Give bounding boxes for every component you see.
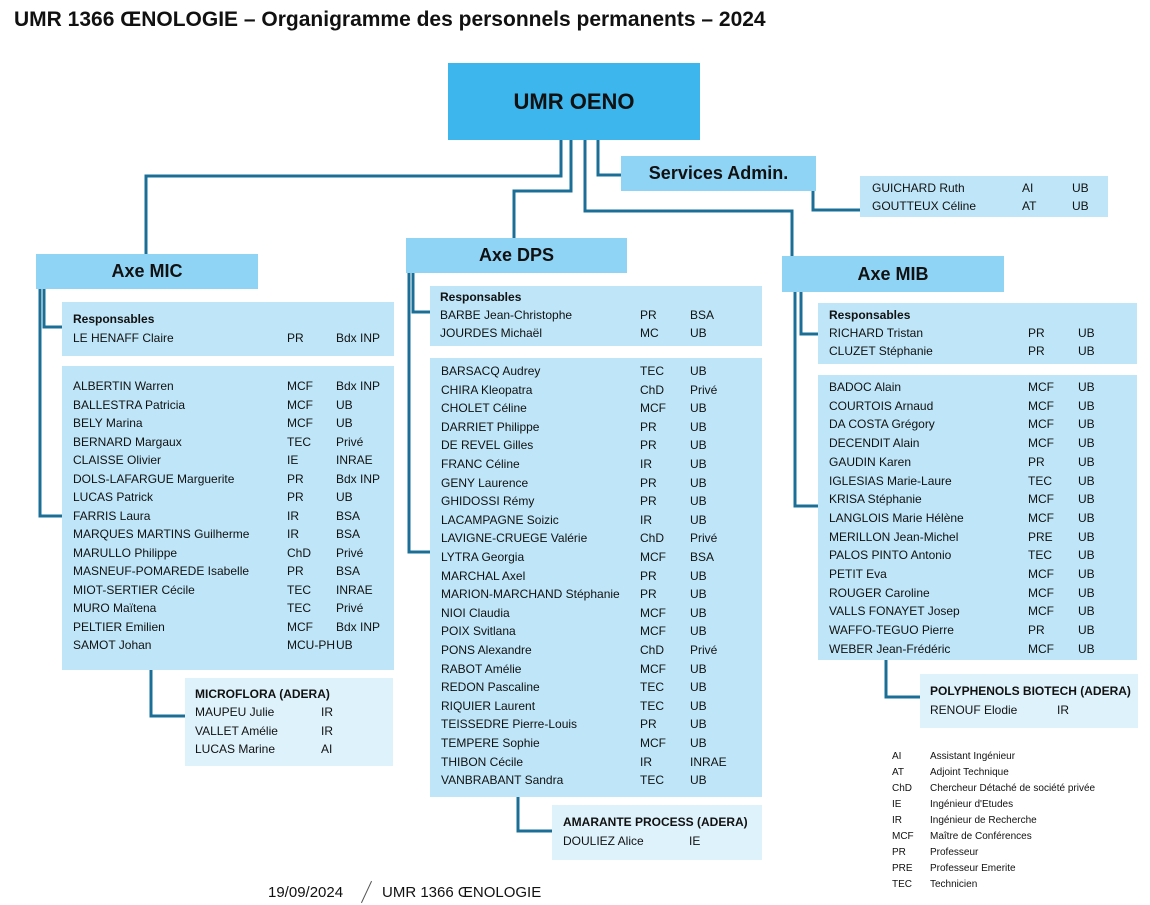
staff-employer: BSA bbox=[336, 527, 361, 541]
staff-grade: MCF bbox=[1028, 398, 1054, 413]
responsables-header: Responsables bbox=[829, 308, 911, 322]
staff-grade: MCF bbox=[1028, 492, 1054, 507]
staff-name: MERILLON Jean-Michel bbox=[829, 529, 959, 544]
dps-responsables-box bbox=[430, 286, 762, 346]
staff-name: PETIT Eva bbox=[829, 567, 887, 581]
staff-grade: MCF bbox=[1028, 604, 1054, 619]
legend-abbr: PRE bbox=[892, 863, 913, 874]
staff-name: BELY Marina bbox=[73, 416, 143, 430]
staff-grade: IR bbox=[287, 508, 299, 523]
staff-employer: UB bbox=[1078, 344, 1095, 358]
staff-grade: IR bbox=[1057, 703, 1069, 717]
staff-grade: ChD bbox=[640, 643, 665, 657]
staff-name: BALLESTRA Patricia bbox=[73, 397, 186, 412]
staff-grade: IR bbox=[640, 457, 652, 471]
staff-name: POIX Svitlana bbox=[441, 624, 516, 639]
staff-name: FRANC Céline bbox=[441, 457, 520, 471]
staff-name: ALBERTIN Warren bbox=[73, 379, 174, 393]
staff-name: PALOS PINTO Antonio bbox=[829, 548, 952, 563]
connector-mic-lab bbox=[151, 670, 185, 716]
staff-employer: Bdx INP bbox=[336, 379, 381, 393]
axis-mic-node: Axe MIC bbox=[36, 254, 258, 289]
staff-grade: MCF bbox=[640, 736, 666, 750]
connector-root-mic bbox=[146, 140, 561, 254]
staff-grade: PR bbox=[287, 331, 304, 345]
staff-name: CHIRA Kleopatra bbox=[441, 382, 533, 397]
staff-grade: IR bbox=[321, 723, 333, 738]
staff-grade: IR bbox=[287, 527, 299, 541]
staff-grade: PR bbox=[640, 438, 657, 453]
staff-name: MAUPEU Julie bbox=[195, 705, 275, 719]
dps-lab-box bbox=[552, 805, 762, 860]
responsables-header: Responsables bbox=[440, 290, 522, 304]
staff-grade: MCU-PH bbox=[287, 638, 335, 652]
staff-grade: PR bbox=[640, 419, 657, 434]
staff-name: LUCAS Patrick bbox=[73, 490, 154, 504]
staff-employer: UB bbox=[690, 773, 707, 788]
staff-employer: UB bbox=[1078, 326, 1095, 340]
staff-name: RENOUF Elodie bbox=[930, 703, 1018, 717]
staff-name: COURTOIS Arnaud bbox=[829, 398, 934, 413]
staff-name: CLAISSE Olivier bbox=[73, 453, 162, 467]
staff-grade: PR bbox=[1028, 344, 1045, 358]
staff-grade: AI bbox=[1022, 181, 1034, 195]
legend-label: Maître de Conférences bbox=[930, 831, 1032, 842]
staff-grade: MCF bbox=[1028, 380, 1054, 394]
staff-name: DECENDIT Alain bbox=[829, 436, 920, 451]
staff-employer: INRAE bbox=[336, 453, 373, 467]
staff-grade: IR bbox=[321, 705, 333, 719]
connector-mib-members bbox=[795, 292, 818, 506]
services-admin-node: Services Admin. bbox=[621, 156, 816, 191]
staff-name: MARULLO Philippe bbox=[73, 545, 178, 560]
staff-name: REDON Pascaline bbox=[441, 680, 540, 695]
staff-grade: PR bbox=[287, 490, 304, 504]
staff-grade: MCF bbox=[640, 605, 666, 620]
footer-unit: UMR 1366 ŒNOLOGIE bbox=[382, 884, 542, 901]
legend-abbr: MCF bbox=[892, 831, 914, 842]
staff-name: DE REVEL Gilles bbox=[441, 438, 534, 453]
staff-name: VALLS FONAYET Josep bbox=[829, 604, 960, 619]
staff-grade: PR bbox=[640, 587, 657, 602]
staff-employer: UB bbox=[1078, 473, 1095, 488]
staff-name: PONS Alexandre bbox=[441, 643, 532, 657]
staff-grade: PR bbox=[640, 568, 657, 583]
staff-grade: IE bbox=[689, 834, 701, 848]
staff-employer: UB bbox=[336, 638, 353, 652]
legend-abbr: AT bbox=[892, 767, 905, 778]
staff-grade: MCF bbox=[287, 379, 313, 393]
connector-root-services bbox=[598, 140, 621, 175]
staff-name: GENY Laurence bbox=[441, 475, 529, 490]
staff-employer: UB bbox=[336, 490, 353, 504]
staff-grade: MCF bbox=[1028, 436, 1054, 451]
staff-employer: UB bbox=[1078, 623, 1095, 638]
staff-employer: UB bbox=[690, 457, 707, 471]
staff-employer: UB bbox=[690, 475, 707, 490]
mic-responsables-box bbox=[62, 302, 394, 356]
staff-grade: IE bbox=[287, 453, 299, 467]
mic-members-box bbox=[62, 366, 394, 670]
staff-employer: UB bbox=[690, 512, 707, 527]
staff-employer: UB bbox=[690, 661, 707, 676]
staff-grade: MC bbox=[640, 326, 659, 340]
staff-grade: PR bbox=[1028, 454, 1045, 469]
staff-employer: INRAE bbox=[690, 754, 727, 769]
dps-members-box bbox=[430, 358, 762, 797]
staff-grade: PR bbox=[640, 717, 657, 732]
staff-employer: UB bbox=[1078, 398, 1095, 413]
legend bbox=[892, 749, 1132, 897]
page-title: UMR 1366 ŒNOLOGIE – Organigramme des personnels permanents – 2024 bbox=[14, 8, 766, 31]
staff-name: LANGLOIS Marie Hélène bbox=[829, 510, 964, 525]
connector-dps-resp bbox=[413, 273, 430, 312]
mib-lab-box bbox=[920, 674, 1138, 728]
legend-label: Technicien bbox=[930, 879, 978, 890]
lab-header: MICROFLORA (ADERA) bbox=[195, 687, 330, 701]
staff-grade: MCF bbox=[1028, 641, 1054, 656]
staff-name: GHIDOSSI Rémy bbox=[441, 494, 535, 509]
staff-employer: UB bbox=[690, 717, 707, 732]
staff-name: LUCAS Marine bbox=[195, 742, 276, 756]
staff-grade: TEC bbox=[287, 434, 311, 449]
staff-employer: UB bbox=[1078, 548, 1095, 563]
lab-header: AMARANTE PROCESS (ADERA) bbox=[563, 815, 748, 829]
staff-name: GUICHARD Ruth bbox=[872, 181, 965, 195]
staff-name: GOUTTEUX Céline bbox=[872, 199, 977, 213]
connector-dps-members bbox=[409, 273, 430, 552]
staff-employer: BSA bbox=[690, 550, 715, 564]
root-node: UMR OENO bbox=[448, 63, 700, 140]
staff-employer: UB bbox=[1078, 585, 1095, 600]
staff-employer: UB bbox=[1078, 567, 1095, 581]
staff-name: LYTRA Georgia bbox=[441, 550, 525, 564]
staff-name: LAVIGNE-CRUEGE Valérie bbox=[441, 531, 588, 546]
staff-name: DA COSTA Grégory bbox=[829, 417, 935, 432]
legend-label: Ingénieur de Recherche bbox=[930, 815, 1037, 826]
staff-employer: UB bbox=[1078, 380, 1095, 394]
staff-grade: PR bbox=[640, 308, 657, 322]
staff-name: GAUDIN Karen bbox=[829, 454, 912, 469]
staff-grade: MCF bbox=[640, 661, 666, 676]
staff-name: RABOT Amélie bbox=[441, 661, 522, 676]
staff-grade: PR bbox=[640, 494, 657, 509]
staff-employer: Bdx INP bbox=[336, 471, 381, 486]
staff-grade: ChD bbox=[640, 382, 665, 397]
legend-abbr: PR bbox=[892, 847, 906, 858]
staff-grade: MCF bbox=[640, 624, 666, 639]
staff-employer: UB bbox=[690, 587, 707, 602]
staff-grade: TEC bbox=[1028, 473, 1052, 488]
staff-name: NIOI Claudia bbox=[441, 605, 510, 620]
staff-employer: Privé bbox=[690, 382, 718, 397]
axis-dps-node: Axe DPS bbox=[406, 238, 627, 273]
staff-employer: UB bbox=[336, 397, 353, 412]
staff-grade: MCF bbox=[1028, 585, 1054, 600]
staff-employer: UB bbox=[1072, 181, 1089, 195]
staff-employer: UB bbox=[690, 419, 707, 434]
staff-name: BADOC Alain bbox=[829, 380, 902, 394]
staff-employer: UB bbox=[690, 326, 707, 340]
staff-employer: UB bbox=[1078, 641, 1095, 656]
staff-grade: TEC bbox=[1028, 548, 1052, 563]
staff-employer: UB bbox=[690, 624, 707, 639]
staff-name: THIBON Cécile bbox=[441, 754, 524, 769]
staff-grade: MCF bbox=[640, 401, 666, 416]
staff-employer: INRAE bbox=[336, 582, 373, 597]
staff-grade: PR bbox=[1028, 326, 1045, 340]
staff-employer: UB bbox=[690, 698, 707, 713]
staff-name: WEBER Jean-Frédéric bbox=[829, 641, 951, 656]
staff-name: JOURDES Michaël bbox=[440, 326, 543, 340]
legend-label: Ingénieur d'Etudes bbox=[930, 799, 1014, 810]
staff-grade: ChD bbox=[640, 531, 665, 546]
staff-name: TEISSEDRE Pierre-Louis bbox=[441, 717, 578, 732]
connector-mib-lab bbox=[886, 660, 920, 697]
staff-grade: TEC bbox=[640, 698, 664, 713]
staff-employer: UB bbox=[1072, 199, 1089, 213]
staff-name: KRISA Stéphanie bbox=[829, 492, 922, 507]
staff-name: ROUGER Caroline bbox=[829, 585, 930, 600]
staff-grade: PR bbox=[287, 564, 304, 578]
staff-grade: MCF bbox=[640, 550, 666, 564]
staff-grade: IR bbox=[640, 754, 652, 769]
responsables-header: Responsables bbox=[73, 312, 155, 326]
staff-name: CHOLET Céline bbox=[441, 401, 527, 416]
staff-grade: TEC bbox=[287, 582, 311, 597]
staff-employer: UB bbox=[1078, 417, 1095, 432]
staff-grade: TEC bbox=[640, 773, 664, 788]
staff-grade: AI bbox=[321, 742, 333, 756]
legend-label: Adjoint Technique bbox=[930, 767, 1009, 778]
staff-employer: Bdx INP bbox=[336, 619, 381, 634]
staff-employer: BSA bbox=[336, 564, 361, 578]
mib-members-box bbox=[818, 375, 1137, 660]
staff-grade: TEC bbox=[287, 601, 311, 615]
staff-name: LACAMPAGNE Soizic bbox=[441, 512, 559, 527]
staff-employer: UB bbox=[336, 416, 353, 430]
staff-name: DOLS-LAFARGUE Marguerite bbox=[73, 471, 235, 486]
staff-grade: PRE bbox=[1028, 529, 1053, 544]
staff-employer: BSA bbox=[336, 508, 361, 523]
connector-services-staff bbox=[813, 191, 860, 210]
staff-name: WAFFO-TEGUO Pierre bbox=[829, 623, 954, 638]
staff-grade: MCF bbox=[287, 397, 313, 412]
axis-mib-node: Axe MIB bbox=[782, 256, 1004, 292]
staff-grade: TEC bbox=[640, 680, 664, 695]
staff-grade: IR bbox=[640, 512, 652, 527]
staff-name: BERNARD Margaux bbox=[73, 434, 182, 449]
lab-header: POLYPHENOLS BIOTECH (ADERA) bbox=[930, 684, 1131, 698]
staff-employer: UB bbox=[690, 680, 707, 695]
staff-name: PELTIER Emilien bbox=[73, 619, 165, 634]
staff-name: DOULIEZ Alice bbox=[563, 834, 644, 848]
staff-grade: PR bbox=[640, 475, 657, 490]
staff-employer: UB bbox=[690, 736, 707, 750]
connector-mic-resp bbox=[44, 289, 62, 327]
staff-employer: UB bbox=[690, 605, 707, 620]
staff-name: BARSACQ Audrey bbox=[441, 364, 541, 378]
legend-abbr: IE bbox=[892, 799, 902, 810]
footer-date: 19/09/2024 bbox=[268, 884, 344, 901]
staff-employer: UB bbox=[690, 494, 707, 509]
staff-name: CLUZET Stéphanie bbox=[829, 344, 933, 358]
staff-name: RIQUIER Laurent bbox=[441, 698, 536, 713]
staff-grade: MCF bbox=[287, 416, 313, 430]
staff-grade: MCF bbox=[287, 619, 313, 634]
staff-name: DARRIET Philippe bbox=[441, 419, 540, 434]
staff-employer: UB bbox=[1078, 529, 1095, 544]
staff-employer: UB bbox=[1078, 436, 1095, 451]
legend-abbr: ChD bbox=[892, 783, 913, 794]
staff-employer: Privé bbox=[336, 545, 364, 560]
staff-grade: ChD bbox=[287, 545, 312, 560]
staff-name: IGLESIAS Marie-Laure bbox=[829, 473, 952, 488]
staff-name: VANBRABANT Sandra bbox=[441, 773, 564, 788]
staff-employer: UB bbox=[690, 568, 707, 583]
staff-employer: UB bbox=[1078, 510, 1095, 525]
services-admin-staff-box bbox=[860, 176, 1108, 217]
staff-grade: PR bbox=[287, 471, 304, 486]
legend-abbr: IR bbox=[892, 815, 902, 826]
staff-grade: MCF bbox=[1028, 510, 1054, 525]
staff-name: MARCHAL Axel bbox=[441, 568, 526, 583]
mib-responsables-box bbox=[818, 303, 1137, 364]
staff-name: SAMOT Johan bbox=[73, 638, 152, 652]
staff-grade: MCF bbox=[1028, 417, 1054, 432]
legend-label: Chercheur Détaché de société privée bbox=[930, 783, 1096, 794]
staff-grade: MCF bbox=[1028, 567, 1054, 581]
staff-employer: Privé bbox=[336, 434, 364, 449]
connector-mib-resp bbox=[801, 292, 818, 334]
mic-lab-box bbox=[185, 678, 393, 766]
legend-label: Professeur Emerite bbox=[930, 863, 1016, 874]
staff-name: BARBE Jean-Christophe bbox=[440, 308, 573, 322]
connector-dps-lab bbox=[518, 797, 552, 831]
staff-employer: UB bbox=[690, 438, 707, 453]
staff-employer: UB bbox=[1078, 454, 1095, 469]
staff-employer: Privé bbox=[690, 531, 718, 546]
staff-name: TEMPERE Sophie bbox=[441, 736, 540, 750]
staff-name: MARION-MARCHAND Stéphanie bbox=[441, 587, 620, 602]
staff-name: RICHARD Tristan bbox=[829, 326, 924, 340]
staff-name: FARRIS Laura bbox=[73, 508, 151, 523]
staff-name: MASNEUF-POMAREDE Isabelle bbox=[73, 564, 250, 578]
staff-employer: UB bbox=[1078, 604, 1095, 619]
staff-name: MIOT-SERTIER Cécile bbox=[73, 582, 195, 597]
staff-name: MARQUES MARTINS Guilherme bbox=[73, 527, 250, 541]
staff-employer: UB bbox=[690, 364, 707, 378]
legend-abbr: AI bbox=[892, 751, 902, 762]
staff-employer: Bdx INP bbox=[336, 331, 381, 345]
legend-label: Professeur bbox=[930, 847, 979, 858]
staff-grade: TEC bbox=[640, 364, 664, 378]
staff-employer: Privé bbox=[336, 601, 364, 615]
staff-grade: PR bbox=[1028, 623, 1045, 638]
staff-grade: AT bbox=[1022, 199, 1037, 213]
staff-employer: UB bbox=[1078, 492, 1095, 507]
legend-abbr: TEC bbox=[892, 879, 912, 890]
staff-employer: BSA bbox=[690, 308, 715, 322]
staff-name: MURO Maïtena bbox=[73, 601, 157, 615]
legend-label: Assistant Ingénieur bbox=[930, 751, 1016, 762]
staff-employer: Privé bbox=[690, 643, 718, 657]
staff-name: LE HENAFF Claire bbox=[73, 331, 174, 345]
staff-name: VALLET Amélie bbox=[195, 723, 278, 738]
staff-employer: UB bbox=[690, 401, 707, 416]
